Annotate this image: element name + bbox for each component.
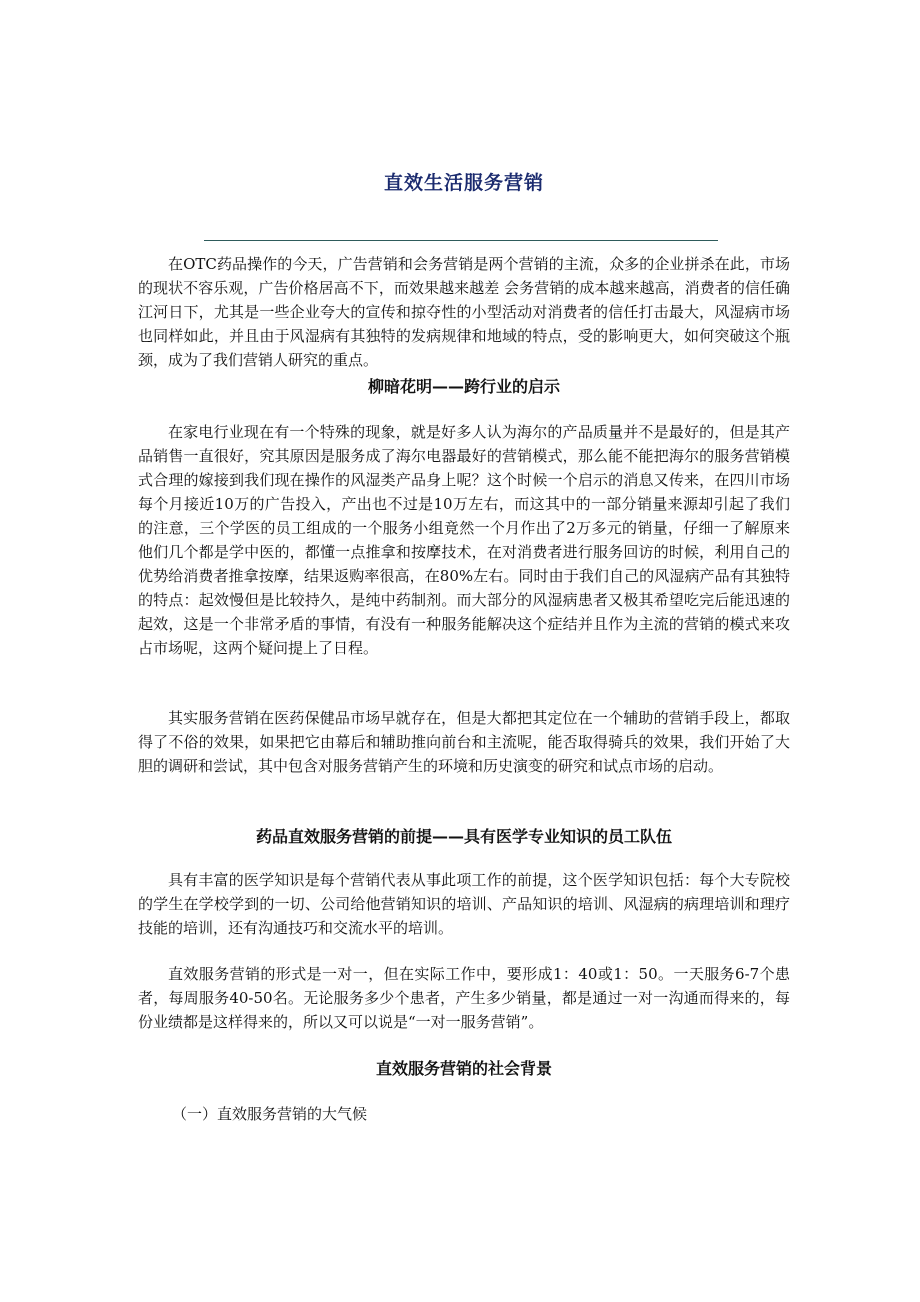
title-divider (204, 240, 718, 241)
intro-paragraph: 在OTC药品操作的今天，广告营销和会务营销是两个营销的主流，众多的企业拼杀在此，市场的现状不容乐观，广告价格居高不下，而效果越来越差 会务营销的成本越来越高，消费者的信任确江河日下，尤其是一些企业夸大的宣传和掠夺性的小型活动对消费者的信任打击最大，风湿病市场也同样如此，并且由于风湿病有其独特的发病规律和地域的特点，受的影响更大，如何突破这个瓶颈，成为了我们营销人研究的重点。 (138, 255, 790, 369)
section1-paragraph-1: 在家电行业现在有一个特殊的现象，就是好多人认为海尔的产品质量并不是最好的，但是其产品销售一直很好，究其原因是服务成了海尔电器最好的营销模式，那么能不能把海尔的服务营销模式合理的嫁接到我们现在操作的风湿类产品身上呢？这个时候一个启示的消息又传来，在四川市场每个月接近10万的广告投入，产出也不过是10万左右，而这其中的一部分销量来源却引起了我们的注意，三个学医的员工组成的一个服务小组竟然一个月作出了2万多元的销量，仔细一了解原来他们几个都是学中医的，都懂一点推拿和按摩技术，在对消费者进行服务回访的时候，利用自己的优势给消费者推拿按摩，结果返购率很高，在80%左右。同时由于我们自己的风湿病产品有其独特的特点：起效慢但是比较持久，是纯中药制剂。而大部分的风湿病患者又极其希望吃完后能迅速的起效，这是一个非常矛盾的事情，有没有一种服务能解决这个症结并且作为主流的营销的模式来攻占市场呢，这两个疑问提上了日程。 (138, 423, 790, 657)
section2-paragraph-1: 具有丰富的医学知识是每个营销代表从事此项工作的前提，这个医学知识包括：每个大专院校的学生在学校学到的一切、公司给他营销知识的培训、产品知识的培训、风湿病的病理培训和理疗技能的培训，还有沟通技巧和交流水平的培训。 (138, 871, 790, 937)
subsection-item: （一）直效服务营销的大气候 (172, 1105, 368, 1123)
section1-paragraph-2: 其实服务营销在医药保健品市场早就存在，但是大都把其定位在一个辅助的营销手段上，都取得了不俗的效果，如果把它由幕后和辅助推向前台和主流呢，能否取得骑兵的效果，我们开始了大胆的调研和尝试，其中包含对服务营销产生的环境和历史演变的研究和试点市场的启动。 (138, 709, 790, 775)
section2-paragraph-2: 直效服务营销的形式是一对一，但在实际工作中，要形成1：40或1：50。一天服务6-7个患者，每周服务40-50名。无论服务多少个患者，产生多少销量，都是通过一对一沟通而得来的，每份业绩都是这样得来的，所以又可以说是“一对一服务营销”。 (138, 965, 790, 1031)
document-title: 直效生活服务营销 (383, 172, 544, 194)
section-heading-premise: 药品直效服务营销的前提——具有医学专业知识的员工队伍 (255, 827, 672, 846)
section-heading-social-background: 直效服务营销的社会背景 (375, 1059, 552, 1078)
section-heading-cross-industry: 柳暗花明——跨行业的启示 (367, 377, 560, 396)
